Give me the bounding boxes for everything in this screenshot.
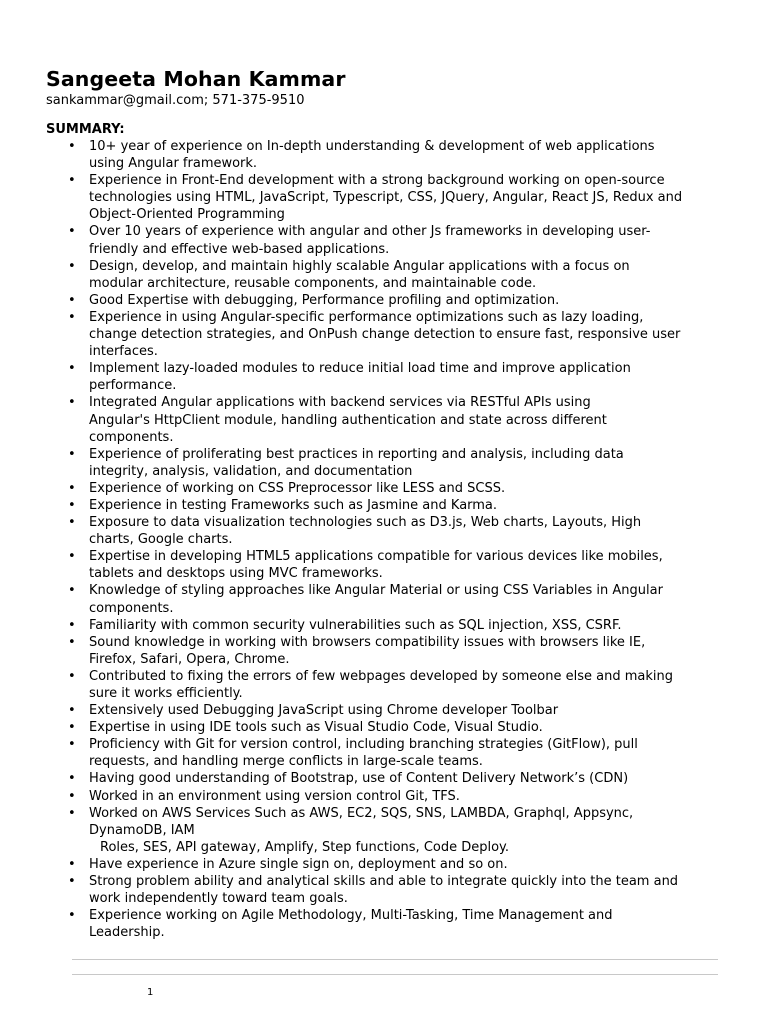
summary-item-line: interfaces. (89, 344, 158, 360)
summary-item-line: using Angular framework. (89, 156, 258, 172)
summary-item-line: • Experience working on Agile Methodology, Multi-Tasking, Time Management and (89, 908, 613, 924)
summary-item-line: • Strong problem ability and analytical skills and able to integrate quickly into the team and (89, 874, 679, 890)
summary-item-line: • 10+ year of experience on In-depth understanding & development of web applications (89, 139, 655, 154)
summary-item (68, 446, 728, 480)
summary-item-line: • Integrated Angular applications with backend services via RESTful APIs using (89, 395, 591, 411)
summary-item (68, 907, 728, 941)
summary-item (68, 788, 728, 805)
summary-list (68, 138, 728, 941)
summary-item-line: • Worked in an environment using version control Git, TFS. (89, 788, 460, 804)
summary-item (68, 223, 728, 257)
summary-item (68, 770, 728, 787)
summary-item (68, 805, 728, 839)
summary-item-line: • Over 10 years of experience with angular and other Js frameworks in developing user- (89, 224, 651, 240)
footer-divider (72, 959, 718, 960)
summary-item-line: Angular's HttpClient module, handling authentication and state across different (89, 412, 607, 428)
summary-item-line: • Experience in testing Frameworks such as Jasmine and Karma. (89, 497, 498, 513)
summary-item (68, 719, 728, 736)
summary-item (68, 480, 728, 497)
summary-item-line: • Worked on AWS Services Such as AWS, EC2, SQS, SNS, LAMBDA, Graphql, Appsync, (89, 805, 634, 821)
summary-item (68, 873, 728, 907)
summary-item (68, 617, 728, 634)
summary-item-line: charts, Google charts. (89, 532, 233, 548)
footer-divider (72, 974, 718, 975)
summary-item (68, 138, 728, 172)
summary-item-line: • Experience in using Angular-specific performance optimizations such as lazy loading, (89, 309, 644, 325)
summary-item (68, 668, 728, 702)
page-number: 1 (147, 987, 154, 998)
summary-item-continuation (68, 839, 728, 856)
summary-item-line: Leadership. (89, 925, 165, 941)
summary-item-line: • Having good understanding of Bootstrap, use of Content Delivery Network’s (CDN) (89, 771, 629, 787)
summary-item-line: friendly and effective web-based applications. (89, 241, 390, 257)
summary-item-line: change detection strategies, and OnPush change detection to ensure fast, responsive user (89, 327, 681, 343)
summary-item-line: integrity, analysis, validation, and documentation (89, 463, 413, 479)
summary-item (68, 258, 728, 292)
summary-item-line: performance. (89, 378, 177, 394)
summary-item-line: • Sound knowledge in working with browsers compatibility issues with browsers like IE, (89, 634, 646, 650)
summary-item-line: sure it works efficiently. (89, 686, 243, 701)
summary-item-line: technologies using HTML, JavaScript, Typescript, CSS, JQuery, Angular, React JS, Redux and (89, 190, 683, 206)
contact-info: sankammar@gmail.com; 571-375-9510 (46, 93, 305, 108)
summary-item-line: • Familiarity with common security vulnerabilities such as SQL injection, XSS, CSRF. (89, 617, 622, 633)
summary-item-line: • Expertise in using IDE tools such as Visual Studio Code, Visual Studio. (89, 720, 543, 736)
summary-item-line: DynamoDB, IAM (89, 822, 195, 838)
summary-item-line: • Expertise in developing HTML5 applications compatible for various devices like mobiles, (89, 549, 663, 565)
summary-item (68, 172, 728, 223)
summary-item-line: components. (89, 600, 174, 616)
summary-item-line: • Experience in Front-End development with a strong background working on open-source (89, 173, 665, 189)
summary-item-line: • Experience of working on CSS Preprocessor like LESS and SCSS. (89, 480, 506, 496)
summary-item (68, 394, 728, 445)
summary-item (68, 360, 728, 394)
summary-item (68, 856, 728, 873)
summary-item-line: work independently toward team goals. (89, 891, 348, 907)
summary-item-line: • Good Expertise with debugging, Performance profiling and optimization. (89, 292, 560, 308)
summary-item-line: • Extensively used Debugging JavaScript using Chrome developer Toolbar (89, 703, 559, 719)
summary-item-line: modular architecture, reusable components, and maintainable code. (89, 275, 537, 291)
summary-item-line: tablets and desktops using MVC frameworks. (89, 566, 383, 582)
summary-item-line: • Design, develop, and maintain highly scalable Angular applications with a focus on (89, 258, 630, 274)
summary-item (68, 548, 728, 582)
summary-item-line: • Knowledge of styling approaches like Angular Material or using CSS Variables in Angular (89, 583, 663, 599)
summary-item (68, 582, 728, 616)
summary-heading: SUMMARY: (46, 122, 125, 137)
summary-item-line: • Have experience in Azure single sign on, deployment and so on. (89, 856, 508, 872)
summary-item-line: Roles, SES, API gateway, Amplify, Step functions, Code Deploy. (100, 839, 510, 855)
summary-item (68, 634, 728, 668)
summary-item (68, 309, 728, 360)
summary-item-line: Object-Oriented Programming (89, 207, 285, 223)
candidate-name: Sangeeta Mohan Kammar (46, 67, 346, 91)
summary-item (68, 736, 728, 770)
summary-item (68, 497, 728, 514)
summary-item-line: • Experience of proliferating best practices in reporting and analysis, including data (89, 446, 624, 462)
summary-item-line: • Proficiency with Git for version control, including branching strategies (GitFlow), pull (89, 737, 638, 753)
summary-item-line: • Contributed to fixing the errors of few webpages developed by someone else and making (89, 668, 673, 684)
summary-item (68, 514, 728, 548)
summary-item-line: requests, and handling merge conflicts in large-scale teams. (89, 754, 483, 770)
summary-item (68, 702, 728, 719)
summary-item-line: • Implement lazy-loaded modules to reduce initial load time and improve application (89, 361, 631, 377)
summary-item-line: • Exposure to data visualization technologies such as D3.js, Web charts, Layouts, High (89, 515, 642, 531)
summary-item-line: components. (89, 429, 174, 445)
summary-item-line: Firefox, Safari, Opera, Chrome. (89, 651, 290, 667)
summary-item (68, 292, 728, 309)
